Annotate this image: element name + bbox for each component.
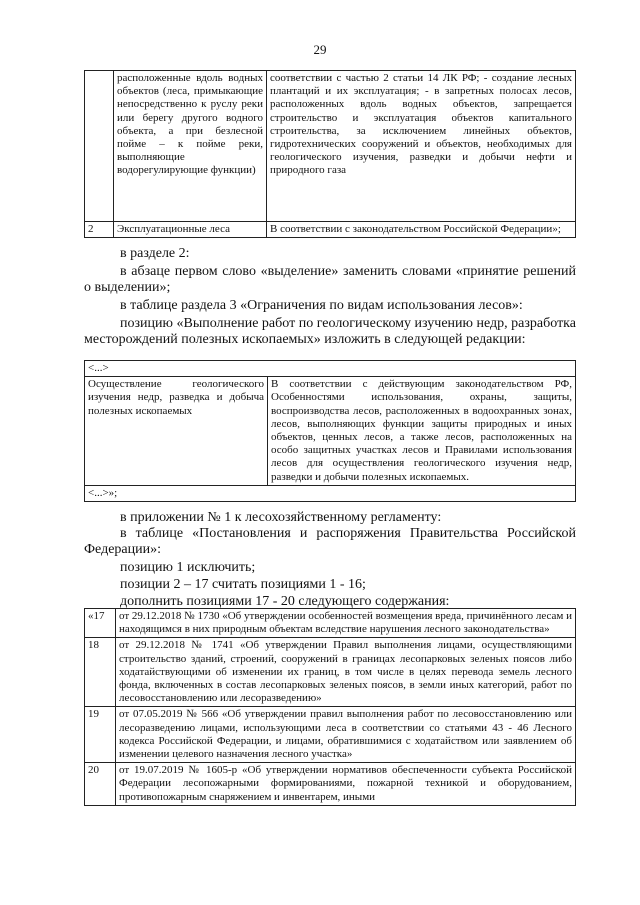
paragraph: в таблице раздела 3 «Ограничения по видам использования лесов»: [120, 298, 523, 313]
paragraph: позицию «Выполнение работ по геологическому изучению недр, разработка месторождений полезных ископаемых» изложить в следующей редакции: [84, 316, 576, 347]
table-cell-decree: от 29.12.2018 № 1730 «Об утверждении особенностей возмещения вреда, причинённого лесам и находящимся в них природным объектам вследствие нарушения лесного законодательства» [116, 609, 576, 638]
table-row [85, 707, 576, 763]
table-cell-decree: от 07.05.2019 № 566 «Об утверждении правил выполнения работ по лесовосстановлению или лесоразведению лицами, использующими леса в соответствии со статьями 43 - 46 Лесного кодекса Российской Федерации, и лицами, обратившимися с ходатайством или заявлением об изменении целевого назначения лесного участка» [116, 707, 576, 763]
page-number: 29 [313, 42, 327, 57]
table-cell-num: «17 [85, 609, 116, 638]
table-cell-num: 20 [85, 763, 116, 806]
table-row [85, 361, 576, 377]
table-row [85, 638, 576, 707]
forest-categories-table [84, 70, 576, 238]
paragraph: позиции 2 – 17 считать позициями 1 - 16; [120, 577, 366, 592]
table-cell-restrictions: В соответствии с действующим законодательством РФ, Особенностями использования, охраны, защиты, воспроизводства лесов, расположенных в водоохранных зонах, лесов, выполняющих функции защиты природных и иных объектов, ценных лесов, а также лесов, расположенных на особо защитных участках лесов и Правилами использования лесов для осуществления геологического изучения недр, разведки и добычи полезных ископаемых. [268, 377, 576, 486]
table-row [85, 763, 576, 806]
paragraph: в приложении № 1 к лесохозяйственному регламенту: [120, 510, 442, 525]
paragraph: в таблице «Постановления и распоряжения Правительства Российской Федерации»: [84, 526, 576, 557]
table-row [85, 609, 576, 638]
table-cell-num [85, 71, 114, 222]
table-row [85, 377, 576, 486]
table-cell-restrictions: соответствии с частью 2 статьи 14 ЛК РФ; - создание лесных плантаций и их эксплуатация; - в запретных полосах лесов, расположенных вдоль водных объектов, запрещается строительство и эксплуатация объектов капитального строительства, за исключением линейных объектов, гидротехнических сооружений и объектов, необходимых для геологического изучения, разведки и добычи нефти и природного газа [267, 71, 576, 222]
table-cell-decree: от 29.12.2018 № 1741 «Об утверждении Правил выполнения лицами, осуществляющими строительство зданий, строений, сооружений в границах лесопарковых зеленых поясов либо ходатайствующими об изменении их границ, в том числе в целях перевода земель лесного фонда, включенных в состав лесопарковых зеленых поясов, в земли иных категорий, работ по лесовосстановлению или лесоразведению» [116, 638, 576, 707]
omission-marker-bottom: <...>»; [85, 485, 576, 501]
table-row [85, 485, 576, 501]
paragraph: дополнить позициями 17 - 20 следующего содержания: [120, 594, 450, 609]
table-cell-activity: Осуществление геологического изучения недр, разведка и добыча полезных ископаемых [85, 377, 268, 486]
paragraph: в разделе 2: [120, 246, 190, 261]
table-row [85, 222, 576, 238]
table-cell-num: 19 [85, 707, 116, 763]
table-row [85, 71, 576, 222]
geology-restrictions-table [84, 360, 576, 502]
table-cell-restrictions: В соответствии с законодательством Российской Федерации»; [267, 222, 576, 238]
table-cell-category: Эксплуатационные леса [114, 222, 267, 238]
table-cell-num: 2 [85, 222, 114, 238]
paragraph: позицию 1 исключить; [120, 560, 256, 575]
table-cell-category: расположенные вдоль водных объектов (леса, примыкающие непосредственно к руслу реки или берегу другого водного объекта, а при безлесной пойме – к пойме реки, выполняющие водорегулирующие функции) [114, 71, 267, 222]
table-cell-num: 18 [85, 638, 116, 707]
paragraph: в абзаце первом слово «выделение» заменить словами «принятие решений о выделении»; [84, 264, 576, 295]
government-decrees-table [84, 608, 576, 806]
omission-marker-top: <...> [85, 361, 576, 377]
table-cell-decree: от 19.07.2019 № 1605-р «Об утверждении нормативов обеспеченности субъекта Российской Федерации лесопожарными формированиями, пожарной техникой и оборудованием, противопожарным снаряжением и инвентарем, иными [116, 763, 576, 806]
